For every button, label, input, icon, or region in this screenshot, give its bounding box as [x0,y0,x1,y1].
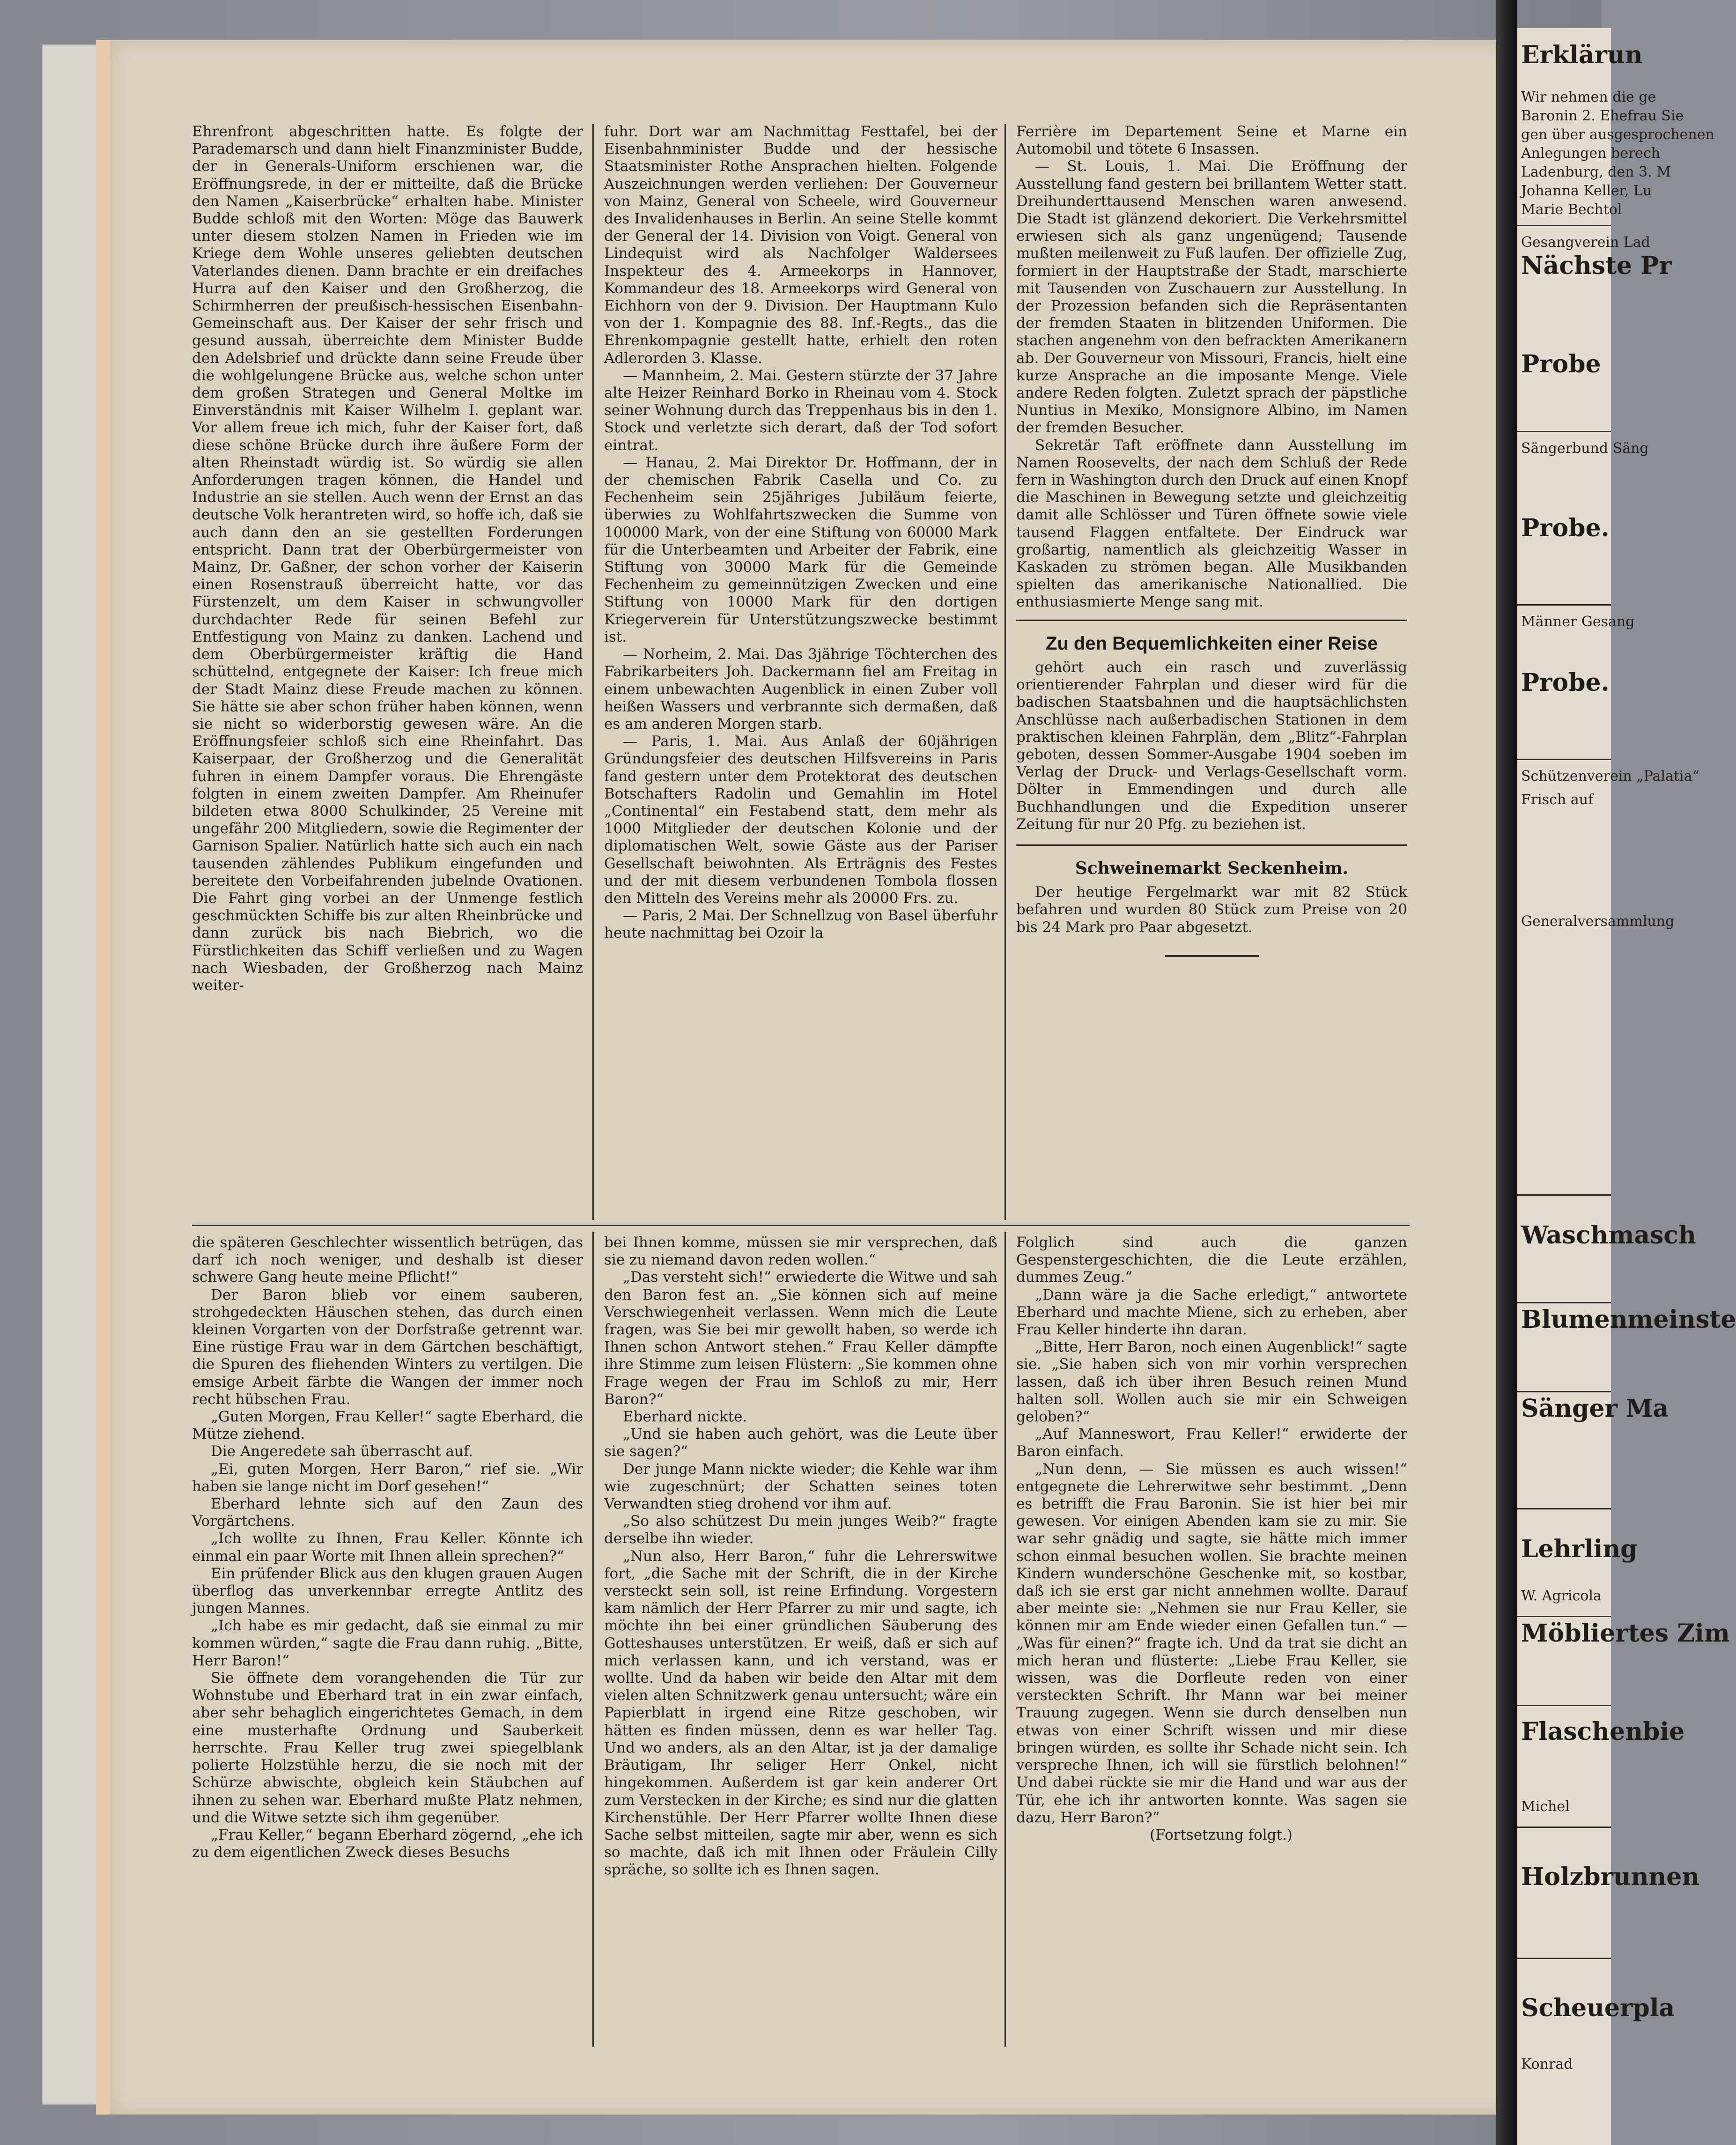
story-paragraph: Eberhard lehnte sich auf den Zaun des Vorgärtchens. [192,1495,583,1530]
ad-text: Blumenmeinste [1521,1305,1736,1334]
story-paragraph: „Das versteht sich!“ erwiederte die Witwe und sah den Baron fest an. „Sie können sich auf meine Verschwiegenheit verlassen. Wenn mich die Leute fragen, was Sie bei mir gewollt haben, so werde ich Ihnen schon Antwort stehen.“ Frau Keller dämpfte ihre Stimme zum leisen Flüstern: „Sie kommen ohne Frage wegen der Frau im Schloß zu mir, Herr Baron?“ [604,1269,997,1408]
ad-text: Lehrling [1521,1535,1638,1563]
story-paragraph: Folglich sind auch die ganzen Gespenstergeschichten, die die Leute erzählen, dummes Zeug.“ [1016,1234,1407,1286]
article-paragraph: fuhr. Dort war am Nachmittag Festtafel, bei der Eisenbahnminister Budde und der hessische Staatsminister Rothe Ansprachen hielten. Folgende Auszeichnungen werden verliehen: Der Gouverneur von Mainz, General von Scheele, wird Gouverneur des Invalidenhauses in Berlin. An seine Stelle kommt der General der 14. Division von Voigt. General von Lindequist wird als Nachfolger Waldersees Inspekteur des 4. Armeekorps in Hannover, Kommandeur des 18. Armeekorps wird General von Eichhorn von der 9. Division. Der Hauptmann Kulo von der 1. Kompagnie des 88. Inf.-Regts., das die Ehrenkompagnie gestellt hatte, erhielt den roten Adlerorden 3. Klasse. [604,123,997,367]
ad-text: Möbliertes Zim [1521,1619,1730,1648]
section-rule [1016,620,1407,621]
ad-text: W. Agricola [1521,1588,1602,1604]
ad-text: Probe [1521,350,1601,378]
story-paragraph: „Und sie haben auch gehört, was die Leute über sie sagen?“ [604,1426,997,1460]
ad-text: Ladenburg, den 3. M [1521,164,1671,180]
story-paragraph: „Guten Morgen, Frau Keller!“ sagte Eberhard, die Mütze ziehend. [192,1408,583,1443]
ad-text: Michel [1521,1798,1570,1815]
ad-text: Sänger Ma [1521,1394,1669,1423]
column-divider [1005,124,1006,1220]
article-paragraph: — St. Louis, 1. Mai. Die Eröffnung der Ausstellung fand gestern bei brillantem Wetter statt. Dreihunderttausend Menschen waren anwesend. Die Stadt ist glänzend dekoriert. Die Verkehrsmittel erwiesen sich als ganz ungenügend; Tausende mußten meilenweit zu Fuß laufen. Der offizielle Zug, formiert in der Hauptstraße der Stadt, marschierte mit Tausenden von Zuschauern zur Ausstellung. In der Prozession befanden sich die Repräsentanten der fremden Staaten in blitzenden Uniformen. Die stachen angenehm von den befrackten Amerikanern ab. Der Gouverneur von Missouri, Francis, hielt eine kurze Ansprache an die imposante Menge. Viele andere Reden folgten. Zuletzt sprach der päpstliche Nuntius in Mexiko, Monsignore Albino, im Namen der fremden Besucher. [1016,158,1407,436]
notice-title: Zu den Bequemlichkeiten einer Reise [1045,633,1378,654]
story-paragraph: Der Baron blieb vor einem sauberen, strohgedeckten Häuschen stehen, das durch einen kleinen Vorgarten von der Dorfstraße getrennt war. Eine rüstige Frau war in dem Gärtchen beschäftigt, die Spuren des fliehenden Winters zu vertilgen. Die emsige Arbeit färbte die Wangen der immer noch recht hübschen Frau. [192,1286,583,1408]
feuilleton-rule [192,1225,1410,1226]
ad-text: Probe. [1521,668,1610,697]
ad-rule [1517,1391,1611,1392]
article-paragraph: — Hanau, 2. Mai Direktor Dr. Hoffmann, der in der chemischen Fabrik Casella und Co. zu Fechenheim sein 25jähriges Jubiläum feierte, überwies zu Wohlfahrtszwecken die Summe von 100000 Mark, von der eine Stiftung von 60000 Mark für die Unterbeamten und Arbeiter der Fabrik, eine Stiftung von 30000 Mark für die Gemeinde Fechenheim zu gemeinnützigen Zwecken und eine Stiftung von 10000 Mark für den dortigen Kriegerverein für Unterstützungszwecke bestimmt ist. [604,454,997,645]
ad-text: Männer Gesang [1521,614,1635,630]
story-paragraph: „Bitte, Herr Baron, noch einen Augenblick!“ sagte sie. „Sie haben sich von mir vorhin versprechen lassen, daß ich über ihren Besuch reinen Mund halten soll. Wollen auch sie mir ein Schweigen geloben?“ [1016,1339,1407,1426]
upper-column-1 [192,123,583,994]
notice-text: gehört auch ein rasch und zuverlässig orientierender Fahrplan und dieser wird für die badischen Staatsbahnen und die hauptsächlichsten Anschlüsse nach außerbadischen Stationen in dem praktischen kleinen Fahrplän, dem „Blitz“-Fahrplan geboten, dessen Sommer-Ausgabe 1904 soeben im Verlag der Druck- und Verlags-Gesellschaft vorm. Dölter in Emmendingen und durch alle Buchhandlungen und die Expedition unserer Zeitung für nur 20 Pfg. zu beziehen ist. [1016,658,1407,833]
column-divider [1005,1232,1006,2047]
article-paragraph: Sekretär Taft eröffnete dann Ausstellung im Namen Roosevelts, der nach dem Schluß der Rede fern in Washington durch den Druck auf einen Knopf die Maschinen in Bewegung setzte und gleichzeitig damit alle Schlösser und Türen öffnete sowie viele tausend Flaggen entfaltete. Der Eindruck war großartig, namentlich als gleichzeitig Wasser in Kaskaden zu strömen began. Alle Musikbanden spielten das amerikanische Nationallied. Die enthusiasmierte Menge sang mit. [1016,436,1407,611]
ad-text: Waschmasch [1521,1221,1696,1250]
article-paragraph: Ferrière im Departement Seine et Marne ein Automobil und tötete 6 Insassen. [1016,123,1407,158]
ad-text: Schützenverein „Palatia“ [1521,768,1699,784]
ad-text: Gesangverein Lad [1521,234,1650,251]
article-paragraph: — Paris, 1. Mai. Aus Anlaß der 60jährigen Gründungsfeier des deutschen Hilfsvereins in Paris fand gestern unter dem Protektorat des deutschen Botschafters Radolin und Gemahlin im Hotel „Continental“ ein Festabend statt, dem mehr als 1000 Mitglieder der deutschen Kolonie und der diplomatischen Welt, sowie Gäste aus der Pariser Gesellschaft beiwohnten. Als Erträgnis des Festes und der mit diesem verbundenen Tombola flossen den Mitteln des Vereins mehr als 20000 Frs. zu. [604,733,997,907]
story-paragraph: Ein prüfender Blick aus den klugen grauen Augen überflog das unverkennbar erregte Antlitz des jungen Mannes. [192,1565,583,1617]
newspaper-page [96,40,1515,2115]
story-paragraph: Eberhard nickte. [623,1408,747,1426]
ad-text: Anlegungen berech [1521,145,1661,162]
ad-text: Johanna Keller, Lu [1521,183,1652,199]
story-paragraph: „Auf Manneswort, Frau Keller!“ erwiderte der Baron einfach. [1016,1426,1407,1460]
ad-text: Baronin 2. Ehefrau Sie [1521,108,1684,124]
ad-text: Konrad [1521,2056,1573,2072]
story-paragraph: Die Angeredete sah überrascht auf. [211,1443,473,1460]
ad-rule [1517,1302,1611,1303]
continuation-note: (Fortsetzung folgt.) [1150,1826,1293,1843]
ad-rule [1517,1958,1611,1959]
ad-text: Marie Bechtol [1521,201,1622,218]
ad-rule [1517,1827,1611,1828]
story-paragraph: „Nun also, Herr Baron,“ fuhr die Lehrerswitwe fort, „die Sache mit der Schrift, die in der Kirche versteckt sein soll, ist reine Erfindung. Vorgestern kam nämlich der Herr Pfarrer zu mir und sagte, ich möchte ihn bei einer gründlichen Säuberung des Gotteshauses unterstützen. Er weiß, daß er sich auf mich verlassen kann, und ich verstand, was er wollte. Und da haben wir beide den Altar mit dem vielen alten Schnitzwerk genau untersucht; wäre ein Papierblatt in irgend eine Ritze geschoben, wir hätten es finden müssen, denn es war heller Tag. Und wo anders, als an den Altar, ist ja der damalige Bräutigam, Ihr seliger Herr Onkel, nicht hingekommen. Außerdem ist gar kein anderer Ort zum Verstecken in der Kirche; es sind nur die glatten Kirchenstühle. Der Herr Pfarrer wollte Ihnen diese Sache selbst mitteilen, sagte mir aber, wenn es sich so machte, daß ich mit Ihnen oder Fräulein Cilly spräche, so sollte ich es Ihnen sagen. [604,1547,997,1879]
story-paragraph: bei Ihnen komme, müssen sie mir versprechen, daß sie zu niemand davon reden wollen.“ [604,1234,997,1269]
ad-text: Scheuerpla [1521,1994,1675,2022]
ad-text: Wir nehmen die ge [1521,89,1656,105]
ad-rule [1517,225,1611,226]
story-paragraph: Der junge Mann nickte wieder; die Kehle war ihm wie zugeschnürt; der Schatten seines toten Verwandten stieg drohend vor ihm auf. [604,1460,997,1513]
ad-rule [1517,1194,1611,1196]
lower-column-2 [604,1234,997,1879]
ad-rule [1517,604,1611,606]
story-paragraph: die späteren Geschlechter wissentlich betrügen, das darf ich noch weniger, und deshalb ist dieser schwere Gang heute meine Pflicht!“ [192,1234,583,1286]
lower-column-1 [192,1234,583,1861]
ad-text: Nächste Pr [1521,251,1672,280]
story-paragraph: „Ich wollte zu Ihnen, Frau Keller. Könnte ich einmal ein paar Worte mit Ihnen allein sprechen?“ [192,1530,583,1565]
upper-column-3 [1016,123,1407,957]
story-paragraph: „So also schützest Du mein junges Weib?“ fragte derselbe ihn wieder. [604,1513,997,1547]
story-paragraph: Sie öffnete dem vorangehenden die Tür zur Wohnstube und Eberhard trat in ein zwar einfach, aber sehr behaglich eingerichtetes Gemach, in dem eine musterhafte Ordnung und Sauberkeit herrschte. Frau Keller trug zwei spiegelblank polierte Holzstühle herzu, die sie noch mit der Schürze abwischte, obgleich kein Stäubchen auf ihnen zu sehen war. Eberhard mußte Platz nehmen, und die Witwe setzte sich ihm gegenüber. [192,1670,583,1826]
article-paragraph: — Paris, 2 Mai. Der Schnellzug von Basel überfuhr heute nachmittag bei Ozoir la [604,907,997,942]
ad-text: Probe. [1521,514,1610,542]
story-paragraph: „Ich habe es mir gedacht, daß sie einmal zu mir kommen würden,“ sagte die Frau dann ruhig. „Bitte, Herr Baron!“ [192,1617,583,1669]
section-rule [1016,844,1407,846]
lower-column-3 [1016,1234,1407,1844]
column-divider [592,124,594,1220]
ad-text: Holzbrunnen [1521,1863,1700,1891]
article-paragraph: — Norheim, 2. Mai. Das 3jährige Töchterchen des Fabrikarbeiters Joh. Dackermann fiel am Freitag in einem unbewachten Augenblick in einen Zuber voll heißen Wassers und verbrannte sich dermaßen, daß es am anderen Morgen starb. [604,646,997,732]
story-paragraph: „Frau Keller,“ begann Eberhard zögernd, „ehe ich zu dem eigentlichen Zweck dieses Besuchs [192,1826,583,1861]
ad-text: Generalversammlung [1521,913,1675,930]
story-paragraph: „Nun denn, — Sie müssen es auch wissen!“ entgegnete die Lehrerwitwe sehr bestimmt. „Denn es betrifft die Frau Baronin. Sie ist hier bei mir gewesen. Vor einigen Abenden kam sie zu mir. Sie war sehr gnädig und sagte, sie hätte mich immer schon einmal besuchen wollen. Sie brachte meinen Kindern wunderschöne Geschenke mit, so kostbar, daß ich sie erst gar nicht annehmen wollte. Darauf aber meinte sie: „Nehmen sie nur Frau Keller, sie können mir am Ende wieder einen Gefallen tun.“ — „Was für einen?“ fragte ich. Und da trat sie dicht an mich heran und flüsterte: „Liebe Frau Keller, sie wissen, was die Dorfleute reden von einer versteckten Schrift. Ihr Mann war bei meiner Trauung zugegen. Wenn sie durch denselben nun etwas von einer Schrift wissen und mir diese bringen würden, es sollte ihr Schade nicht sein. Ich verspreche Ihnen, ich will sie fürstlich belohnen!“ Und dabei rückte sie mir die Hand und war aus der Tür, ehe ich ihr antworten konnte. Was sagen sie dazu, Herr Baron?“ [1016,1460,1407,1826]
story-paragraph: „Ei, guten Morgen, Herr Baron,“ rief sie. „Wir haben sie lange nicht im Dorf gesehen!“ [192,1460,583,1495]
column-divider [592,1232,594,2047]
ad-text: Flaschenbie [1521,1717,1685,1746]
article-paragraph: — Mannheim, 2. Mai. Gestern stürzte der 37 Jahre alte Heizer Reinhard Borko in Rheinau vom 4. Stock seiner Wohnung durch das Treppenhaus bis in den 1. Stock und verletzte sich derart, daß der Tod sofort eintrat. [604,367,997,454]
notice-text: Der heutige Fergelmarkt war mit 82 Stück befahren und wurden 80 Stück zum Preise von 20 bis 24 Mark pro Paar abgesetzt. [1016,884,1407,936]
ad-rule [1517,1508,1611,1509]
ad-text: Frisch auf [1521,791,1594,808]
upper-column-2 [604,123,997,942]
ad-text: Erklärun [1521,41,1643,69]
article-paragraph: Ehrenfront abgeschritten hatte. Es folgte der Parademarsch und dann hielt Finanzminister Budde, der in Generals-Uniform erschienen war, die Eröffnungsrede, in der er mitteilte, daß die Brücke den Namen „Kaiserbrücke“ erhalten habe. Minister Budde schloß mit den Worten: Möge das Bauwerk unter diesem stolzen Namen in Frieden wie im Kriege dem Wohle unseres geliebten deutschen Vaterlandes dienen. Dann brachte er ein dreifaches Hurra auf den Kaiser und den Großherzog, die Schirmherren der preußisch-hessischen Eisenbahn-Gemeinschaft aus. Der Kaiser der sehr frisch und gesund aussah, überreichte dem Minister Budde den Adelsbrief und drückte dann seine Freude über die wohlgelungene Brücke aus, welche schon unter dem großen Strategen und General Moltke im Einverständnis mit Kaiser Wilhelm I. geplant war. Vor allem freue ich mich, fuhr der Kaiser fort, daß diese schöne Brücke durch ihre äußere Form der alten Rheinstadt würdig ist. So würdig sie allen Anforderungen tragen können, die Handel und Industrie an sie stellen. Auch wenn der Ernst an das deutsche Volk herantreten wird, so hoffe ich, daß sie auch dann den an sie gestellten Forderungen entspricht. Dann trat der Oberbürgermeister von Mainz, Dr. Gaßner, der schon vorher der Kaiserin einen Rosenstrauß überreicht hatte, vor das Fürstenzelt, um dem Kaiser in schwungvoller durchdachter Rede für seinen Befehl zur Entfestigung von Mainz zu danken. Lachend und dem Oberbürgermeister kräftig die Hand schüttelnd, entgegnete der Kaiser: Ich freue mich der Stadt Mainz diese Freude machen zu können. Sie hätte sie aber schon früher haben können, wenn sie nicht so widerborstig gewesen wäre. An die Eröffnungsfeier schloß sich eine Rheinfahrt. Das Kaiserpaar, der Großherzog und die Generalität fuhren in einem Dampfer voraus. Die Ehrengäste folgten in einem zweiten Dampfer. Am Rheinufer bildeten etwa 8000 Schulkinder, 25 Vereine mit ungefähr 200 Mitgliedern, sowie die Regimenter der Garnison Spalier. Natürlich hatte sich auch ein nach tausenden zählendes Publikum eingefunden und bereitete den Vorbeifahrenden jubelnde Ovationen. Die Fahrt ging vorbei an der Unmenge festlich geschmückten Schiffe bis zur alten Rheinbrücke und dann zurück bis nach Biebrich, wo die Fürstlichkeiten das Schiff verließen und zu Wagen nach Wiesbaden, der Großherzog nach Mainz weiter- [192,123,583,994]
end-rule [1165,955,1259,957]
ad-rule [1517,1616,1611,1617]
ad-text: gen über ausgesprochenen [1521,126,1714,143]
notice-title: Schweinemarkt Seckenheim. [1075,858,1349,878]
ad-rule [1517,1705,1611,1706]
ad-text: Sängerbund Säng [1521,440,1649,457]
binding-board [42,44,105,2105]
adjacent-page-ads [1517,28,1736,2145]
ad-rule [1517,431,1611,432]
book-gutter [1496,0,1517,2145]
ad-rule [1517,759,1611,760]
story-paragraph: „Dann wäre ja die Sache erledigt,“ antwortete Eberhard und machte Miene, sich zu erheben, aber Frau Keller hinderte ihn daran. [1016,1286,1407,1339]
